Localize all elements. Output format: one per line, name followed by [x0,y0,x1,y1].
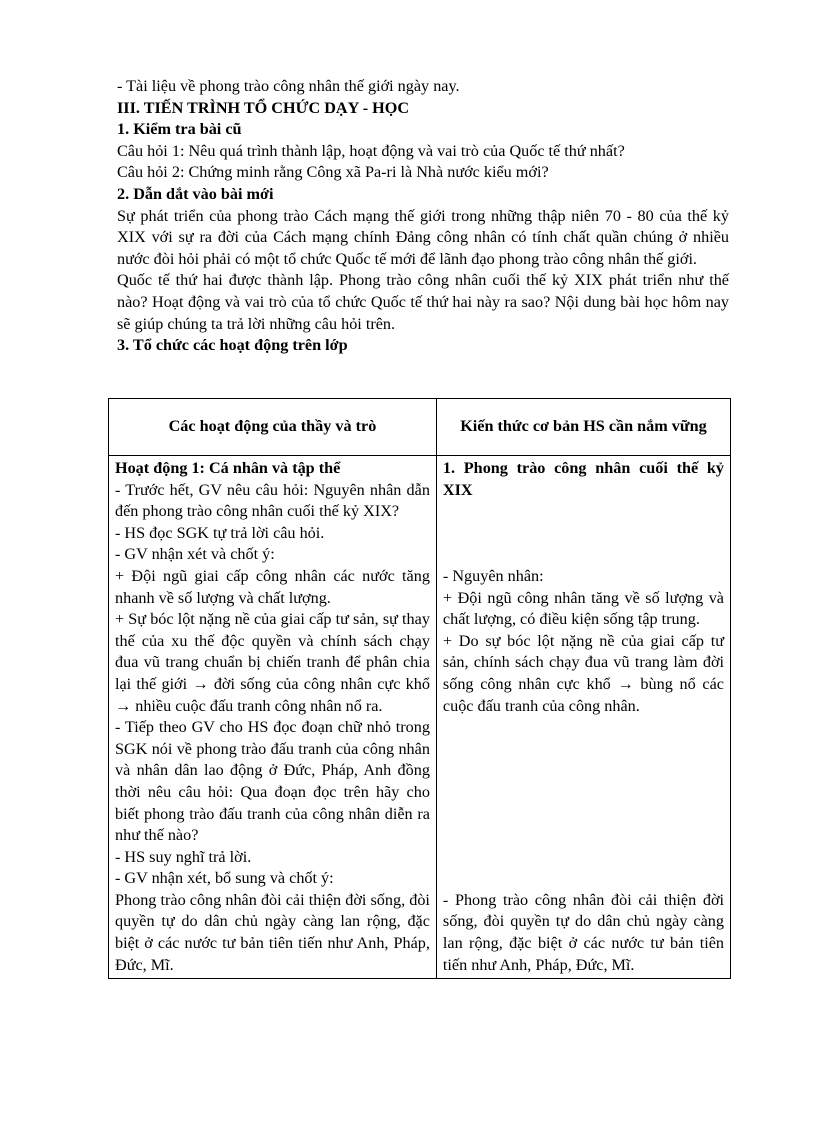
section-title: III. TIẾN TRÌNH TỔ CHỨC DẠY - HỌC [117,98,410,117]
activity-line: - Trước hết, GV nêu câu hỏi: Nguyên nhân dẫn đến phong trào công nhân cuối thế kỷ XIX? [115,480,430,521]
lesson-text [117,76,729,357]
header-knowledge: Kiến thức cơ bản HS cần nắm vững [436,399,730,456]
activities-cell [109,456,437,979]
knowledge-line: - Nguyên nhân: [442,566,544,585]
question-2: Câu hỏi 2: Chứng minh rằng Công xã Pa-ri là Nhà nước kiểu mới? [117,163,549,182]
activity-title: Hoạt động 1: Cá nhân và tập thể [115,459,341,477]
activity-line: - HS đọc SGK tự trả lời câu hỏi. [115,523,325,542]
header-activities: Các hoạt động của thầy và trò [109,399,437,456]
activity-line: - Tiếp theo GV cho HS đọc đoạn chữ nhỏ trong SGK nói về phong trào đấu tranh của công nhân và nhân dân lao động ở Đức, Pháp, Anh đồng thời nêu câu hỏi: Qua đoạn đọc trên hãy cho biết phong trào đấu tranh của công nhân diễn ra như thế nào? [115,718,430,845]
paragraph-1: Sự phát triển của phong trào Cách mạng thế giới trong những thập niên 70 - 80 của thế kỷ XIX với sự ra đời của Cách mạng chính Đảng công nhân có tính chất quần chúng ở nhiều nước đòi hỏi phải có một tổ chức Quốc tế mới để lãnh đạo phong trào công nhân thế giới. [117,206,729,268]
activity-line: Phong trào công nhân đòi cải thiện đời sống, đòi quyền tự do dân chủ ngày càng lan rộng, đặc biệt ở các nước tư bản tiên tiến như Anh, Pháp, Đức, Mĩ. [115,890,430,974]
knowledge-heading: 1. Phong trào công nhân cuối thế kỷ XIX [442,459,724,499]
knowledge-line: - Phong trào công nhân đòi cải thiện đời sống, đòi quyền tự do dân chủ ngày càng lan rộng, đặc biệt ở các nước tư bản tiên tiến như Anh, Pháp, Đức, Mĩ. [442,890,724,974]
subsection-title-3: 3. Tổ chức các hoạt động trên lớp [117,336,348,355]
table-row [109,456,731,979]
activity-table [108,398,731,979]
subsection-title-2: 2. Dẫn dắt vào bài mới [117,184,274,203]
question-1: Câu hỏi 1: Nêu quá trình thành lập, hoạt động và vai trò của Quốc tế thứ nhất? [117,141,625,160]
knowledge-line: + Đội ngũ công nhân tăng về số lượng và chất lượng, có điều kiện sống tập trung. [442,588,724,629]
subsection-title-1: 1. Kiểm tra bài cũ [117,120,242,139]
activity-line: - HS suy nghĩ trả lời. [115,847,252,866]
intro-line: - Tài liệu về phong trào công nhân thế giới ngày nay. [117,77,460,95]
table-header-row [109,399,731,456]
activity-line: - GV nhận xét và chốt ý: [115,545,275,564]
knowledge-line: + Do sự bóc lột nặng nề của giai cấp tư sản, chính sách chạy đua vũ trang làm đời sống công nhân cực khổ → bùng nổ các cuộc đấu tranh của công nhân. [442,631,724,715]
activity-line: + Sự bóc lột nặng nề của giai cấp tư sản, sự thay thế của xu thế độc quyền và chính sách chạy đua vũ trang chuẩn bị chiến tranh để phân chia lại thế giới → đời sống của công nhân cực khổ → nhiều cuộc đấu tranh công nhân nổ ra. [115,610,430,715]
activity-line: - GV nhận xét, bổ sung và chốt ý: [115,869,334,888]
activity-line: + Đội ngũ giai cấp công nhân các nước tăng nhanh về số lượng và chất lượng. [115,566,430,607]
paragraph-2: Quốc tế thứ hai được thành lập. Phong trào công nhân cuối thế kỷ XIX phát triển như thế nào? Hoạt động và vai trò của tổ chức Quốc tế thứ hai này ra sao? Nội dung bài học hôm nay sẽ giúp chúng ta trả lời những câu hỏi trên. [117,271,729,333]
knowledge-cell [436,456,730,979]
